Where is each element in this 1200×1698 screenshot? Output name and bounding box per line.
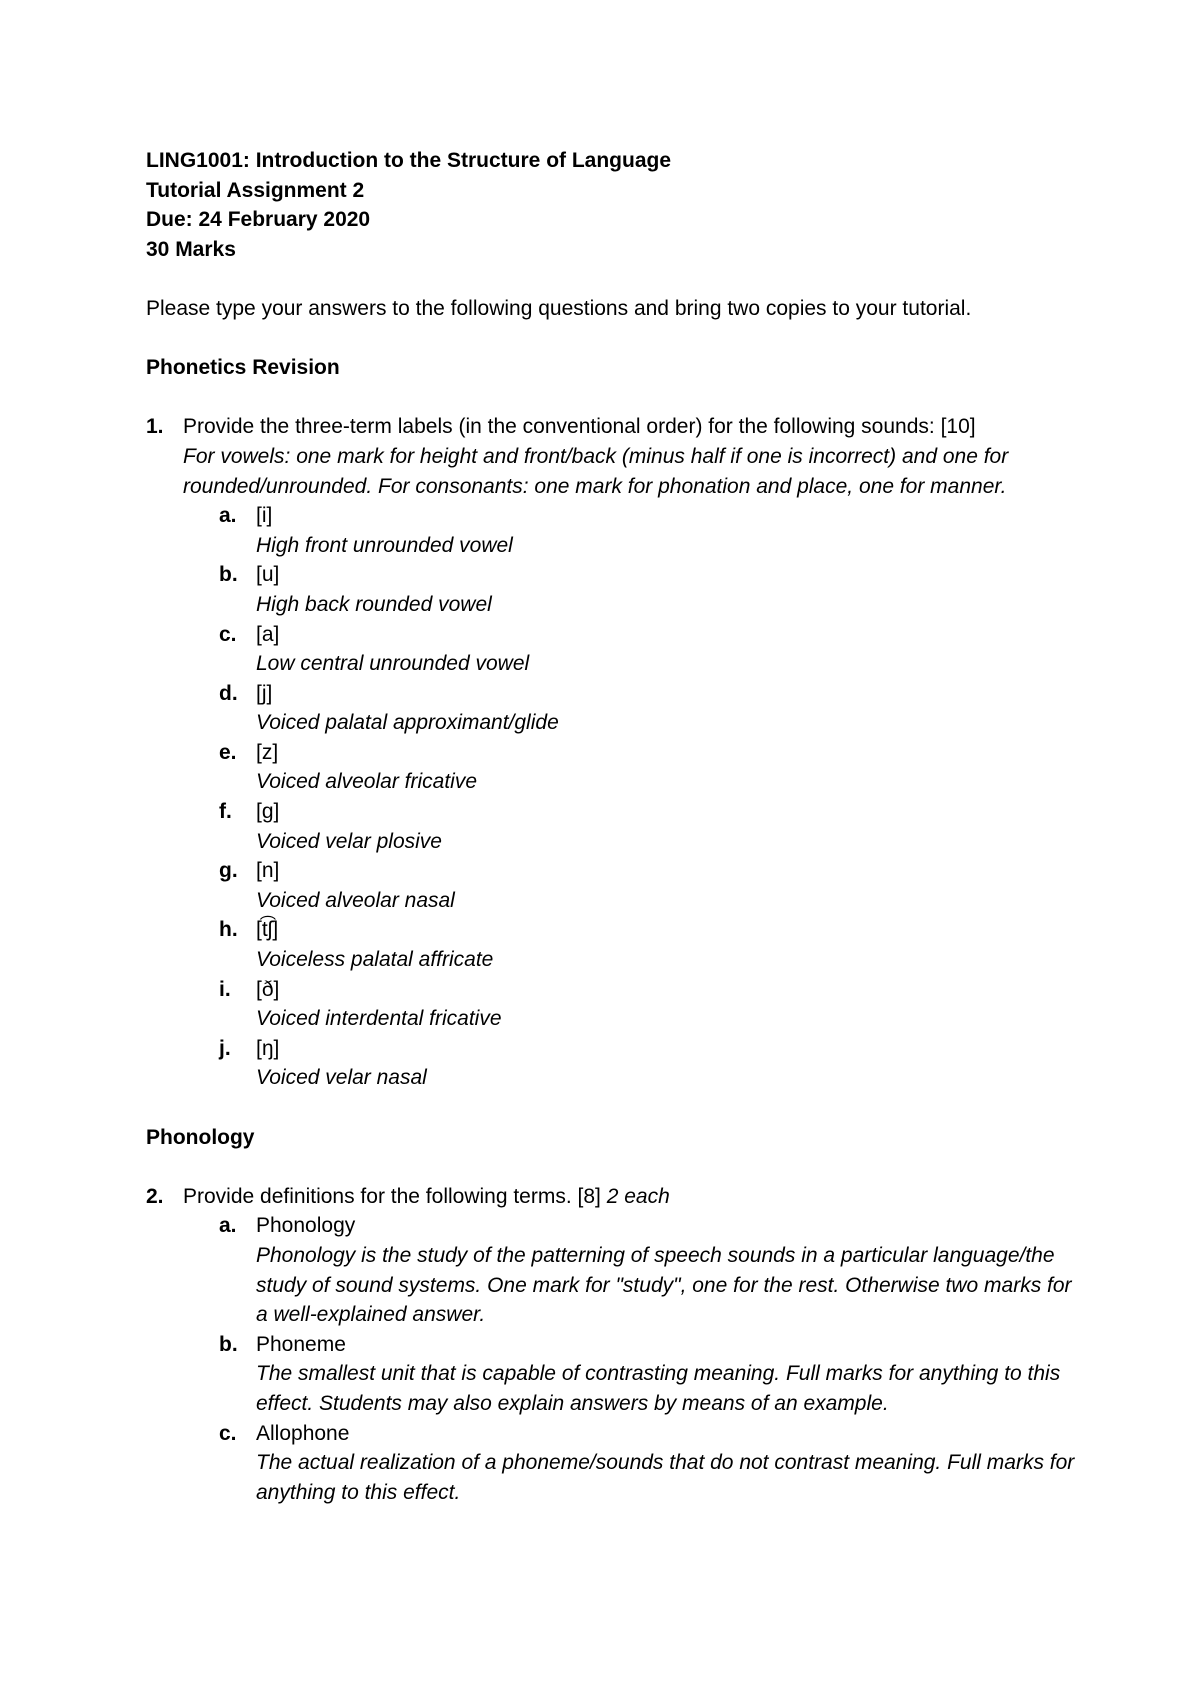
question-number: 1.	[146, 415, 164, 439]
item-letter: b.	[219, 563, 238, 587]
item-letter: i.	[219, 977, 231, 1001]
document-body	[146, 146, 1086, 1507]
instructions: Please type your answers to the following questions and bring two copies to your tutorial.	[146, 296, 972, 320]
due-date: Due: 24 February 2020	[146, 208, 371, 232]
assignment-title: Tutorial Assignment 2	[146, 178, 365, 202]
ipa-sound: [ŋ]	[256, 1036, 280, 1060]
list-item	[146, 1330, 1086, 1419]
list-item	[146, 1419, 1086, 1508]
question-number: 2.	[146, 1184, 164, 1208]
marking-note: 2 each	[606, 1184, 670, 1208]
ipa-sound: [z]	[256, 740, 279, 764]
item-letter: h.	[219, 918, 238, 942]
term: Phonology	[256, 1214, 356, 1238]
sound-answer: Voiced palatal approximant/glide	[256, 711, 559, 735]
item-letter: c.	[219, 1421, 237, 1445]
term: Phoneme	[256, 1332, 346, 1356]
item-letter: d.	[219, 681, 238, 705]
list-item	[146, 975, 1086, 1034]
ipa-sound: [a]	[256, 622, 280, 646]
sound-answer: Low central unrounded vowel	[256, 652, 530, 676]
total-marks: 30 Marks	[146, 237, 236, 261]
item-letter: f.	[219, 800, 232, 824]
list-item	[146, 738, 1086, 797]
item-letter: a.	[219, 504, 237, 528]
question-text: Provide definitions for the following terms. [8]	[183, 1184, 601, 1208]
ipa-sound: [ð]	[256, 977, 280, 1001]
sound-list	[146, 501, 1086, 1093]
sound-answer: Voiceless palatal affricate	[256, 948, 494, 972]
course-title: LING1001: Introduction to the Structure of Language	[146, 149, 672, 172]
item-letter: b.	[219, 1332, 238, 1356]
item-letter: g.	[219, 859, 238, 883]
section-heading-phonology: Phonology	[146, 1125, 255, 1149]
section-heading-phonetics: Phonetics Revision	[146, 356, 340, 380]
sound-answer: Voiced velar plosive	[256, 829, 442, 853]
list-item	[146, 501, 1086, 560]
ipa-sound: [t͡ʃ]	[256, 918, 279, 942]
definition-answer: The actual realization of a phoneme/sounds that do not contrast meaning. Full marks for anything to this effect.	[256, 1451, 1075, 1504]
item-letter: e.	[219, 740, 237, 764]
term: Allophone	[256, 1421, 350, 1445]
ipa-sound: [j]	[256, 681, 273, 705]
ipa-sound: [n]	[256, 859, 280, 883]
question-2	[146, 1182, 1086, 1212]
ipa-sound: [i]	[256, 504, 273, 528]
list-item	[146, 1034, 1086, 1093]
list-item	[146, 915, 1086, 974]
sound-answer: High back rounded vowel	[256, 592, 492, 616]
list-item	[146, 560, 1086, 619]
sound-answer: Voiced alveolar nasal	[256, 888, 455, 912]
list-item	[146, 1211, 1086, 1329]
list-item	[146, 620, 1086, 679]
sound-answer: High front unrounded vowel	[256, 533, 513, 557]
question-1	[146, 412, 1086, 501]
sound-answer: Voiced velar nasal	[256, 1066, 427, 1090]
marking-note: For vowels: one mark for height and front/back (minus half if one is incorrect) and one for rounded/unrounded. For consonants: one mark for phonation and place, one for manner.	[183, 444, 1009, 498]
ipa-sound: [g]	[256, 800, 280, 824]
term-list	[146, 1211, 1086, 1507]
question-text: Provide the three-term labels (in the conventional order) for the following sounds: [10]	[183, 415, 976, 439]
sound-answer: Voiced interdental fricative	[256, 1007, 502, 1031]
item-letter: c.	[219, 622, 237, 646]
list-item	[146, 797, 1086, 856]
definition-answer: The smallest unit that is capable of contrasting meaning. Full marks for anything to this effect. Students may also explain answers by means of an example.	[256, 1362, 1061, 1415]
ipa-sound: [u]	[256, 563, 280, 587]
item-letter: j.	[219, 1036, 231, 1060]
item-letter: a.	[219, 1214, 237, 1238]
list-item	[146, 679, 1086, 738]
definition-answer: Phonology is the study of the patterning of speech sounds in a particular language/the study of sound systems. One mark for "study", one for the rest. Otherwise two marks for a well-explained answer.	[256, 1243, 1072, 1327]
list-item	[146, 856, 1086, 915]
sound-answer: Voiced alveolar fricative	[256, 770, 477, 794]
